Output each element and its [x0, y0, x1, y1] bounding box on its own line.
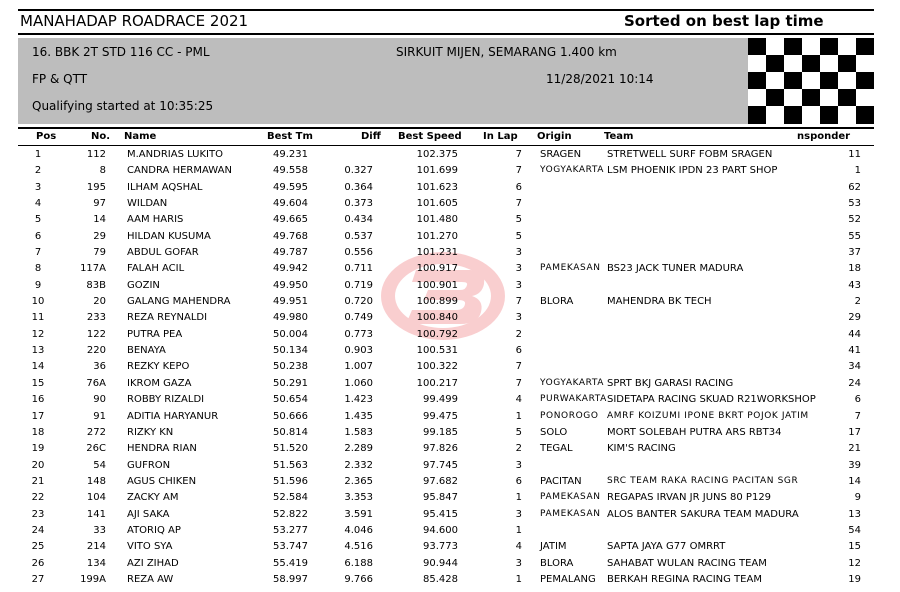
cell-resp: 2: [854, 296, 861, 308]
table-row: [0, 327, 900, 343]
cell-speed: 100.531: [416, 345, 458, 357]
cell-diff: 9.766: [344, 573, 373, 585]
event-title: MANAHADAP ROADRACE 2021: [20, 12, 249, 30]
cell-diff: 0.711: [344, 263, 373, 275]
cell-name: REZKY KEPO: [127, 361, 190, 373]
cell-name: REZA REYNALDI: [127, 312, 208, 324]
cell-lap: 3: [515, 508, 522, 520]
cell-speed: 95.847: [423, 492, 458, 504]
cell-pos: 18: [31, 426, 45, 438]
cell-pos: 12: [31, 328, 45, 340]
cell-speed: 93.773: [423, 541, 458, 553]
cell-resp: 29: [848, 312, 861, 324]
cell-no: 8: [99, 165, 106, 177]
cell-speed: 99.475: [423, 410, 458, 422]
col-header-best-speed: Best Speed: [398, 131, 462, 142]
cell-resp: 6: [854, 394, 861, 406]
cell-lap: 2: [515, 328, 522, 340]
cell-diff: 1.060: [344, 377, 373, 389]
cell-team: MAHENDRA BK TECH: [607, 296, 712, 308]
cell-origin: PURWAKARTA: [540, 394, 607, 405]
cell-origin: PACITAN: [540, 475, 582, 487]
table-row: [0, 180, 900, 196]
cell-pos: 5: [34, 214, 42, 226]
cell-no: 233: [86, 312, 106, 324]
cell-lap: 3: [515, 279, 522, 291]
cell-resp: 44: [848, 328, 861, 340]
cell-no: 90: [93, 394, 106, 406]
cell-best-tm: 49.942: [273, 263, 308, 275]
cell-team: BERKAH REGINA RACING TEAM: [607, 573, 762, 585]
cell-resp: 11: [848, 149, 861, 160]
cell-lap: 6: [515, 181, 522, 193]
cell-best-tm: 50.654: [273, 394, 308, 406]
cell-name: REZA AW: [127, 573, 174, 585]
cell-name: AJI SAKA: [127, 508, 170, 520]
cell-no: 122: [86, 328, 106, 340]
table-row: [0, 343, 900, 359]
col-header-diff: Diff: [361, 131, 381, 142]
cell-best-tm: 55.419: [273, 557, 308, 569]
cell-diff: 0.903: [344, 345, 373, 357]
cell-team: AMRF KOIZUMI IPONE BKRT POJOK JATIM: [607, 410, 809, 421]
cell-origin: PAMEKASAN: [540, 508, 601, 519]
cell-pos: 19: [31, 443, 45, 455]
table-row: [0, 409, 900, 425]
cell-pos: 26: [31, 557, 45, 569]
cell-resp: 19: [848, 573, 861, 585]
cell-lap: 1: [515, 524, 522, 536]
cell-speed: 90.944: [423, 557, 458, 569]
cell-best-tm: 51.563: [273, 459, 308, 471]
cell-lap: 7: [515, 165, 522, 177]
cell-best-tm: 49.980: [273, 312, 308, 324]
cell-diff: 0.373: [344, 198, 373, 210]
col-header-no: No.: [91, 131, 111, 142]
table-row: [0, 376, 900, 392]
cell-speed: 102.375: [416, 149, 458, 160]
cell-best-tm: 50.134: [273, 345, 308, 357]
cell-pos: 7: [34, 247, 42, 259]
cell-best-tm: 49.951: [273, 296, 308, 308]
cell-no: 272: [86, 426, 106, 438]
cell-diff: 3.591: [344, 508, 373, 520]
cell-pos: 4: [34, 198, 42, 210]
cell-team: BS23 JACK TUNER MADURA: [607, 263, 744, 275]
cell-team: REGAPAS IRVAN JR JUNS 80 P129: [607, 492, 772, 504]
cell-diff: 4.046: [344, 524, 373, 536]
col-header-name: Name: [124, 131, 157, 142]
cell-lap: 3: [515, 312, 522, 324]
session-datetime: 11/28/2021 10:14: [546, 72, 654, 86]
cell-best-tm: 49.768: [273, 230, 308, 242]
cell-lap: 3: [515, 557, 522, 569]
cell-resp: 41: [848, 345, 861, 357]
cell-resp: 12: [848, 557, 861, 569]
cell-diff: 2.289: [344, 443, 373, 455]
cell-no: 36: [93, 361, 106, 373]
cell-name: VITO SYA: [127, 541, 173, 553]
cell-team: SAHABAT WULAN RACING TEAM: [607, 557, 767, 569]
cell-name: GALANG MAHENDRA: [127, 296, 231, 308]
table-row: [0, 245, 900, 261]
cell-no: 20: [93, 296, 106, 308]
cell-pos: 27: [31, 573, 45, 585]
cell-no: 104: [86, 492, 106, 504]
cell-diff: 4.516: [344, 541, 373, 553]
cell-diff: 1.423: [344, 394, 373, 406]
cell-speed: 94.600: [423, 524, 458, 536]
cell-diff: 2.365: [344, 475, 373, 487]
cell-pos: 15: [31, 377, 45, 389]
circuit-name: SIRKUIT MIJEN, SEMARANG 1.400 km: [396, 45, 617, 59]
cell-lap: 7: [515, 377, 522, 389]
cell-lap: 2: [515, 443, 522, 455]
cell-resp: 21: [848, 443, 861, 455]
cell-origin: YOGYAKARTA: [540, 165, 605, 176]
cell-lap: 7: [515, 296, 522, 308]
cell-pos: 20: [31, 459, 45, 471]
cell-pos: 24: [31, 524, 45, 536]
sort-title: Sorted on best lap time: [624, 12, 824, 30]
cell-name: IKROM GAZA: [127, 377, 192, 389]
cell-no: 79: [93, 247, 106, 259]
cell-speed: 99.499: [423, 394, 458, 406]
cell-diff: 1.435: [344, 410, 373, 422]
cell-origin: SRAGEN: [540, 149, 582, 160]
cell-lap: 1: [515, 492, 522, 504]
cell-no: 26C: [86, 443, 106, 455]
qualifying-start: Qualifying started at 10:35:25: [32, 99, 214, 113]
cell-lap: 6: [515, 345, 522, 357]
cell-diff: 0.719: [344, 279, 373, 291]
cell-no: 214: [86, 541, 106, 553]
cell-diff: 0.327: [344, 165, 373, 177]
cell-origin: PEMALANG: [540, 573, 596, 585]
cell-best-tm: 49.604: [273, 198, 308, 210]
cell-name: CANDRA HERMAWAN: [127, 165, 232, 177]
cell-pos: 13: [31, 345, 45, 357]
cell-best-tm: 49.665: [273, 214, 308, 226]
cell-best-tm: 53.747: [273, 541, 308, 553]
cell-resp: 43: [848, 279, 861, 291]
cell-lap: 7: [515, 149, 522, 160]
cell-name: ATORIQ AP: [127, 524, 181, 536]
cell-lap: 3: [515, 247, 522, 259]
cell-best-tm: 50.291: [273, 377, 308, 389]
cell-origin: JATIM: [540, 541, 567, 553]
cell-name: ZACKY AM: [127, 492, 179, 504]
cell-speed: 100.792: [416, 328, 458, 340]
table-row: [0, 278, 900, 294]
cell-no: 112: [86, 149, 106, 160]
results-table: [0, 147, 900, 588]
col-header-team: Team: [604, 131, 634, 142]
cell-speed: 101.480: [416, 214, 458, 226]
cell-resp: 9: [854, 492, 861, 504]
cell-diff: 0.364: [344, 181, 373, 193]
table-row: [0, 261, 900, 277]
cell-origin: TEGAL: [540, 443, 573, 455]
cell-best-tm: 49.231: [273, 149, 308, 160]
cell-diff: 1.583: [344, 426, 373, 438]
cell-origin: PONOROGO: [540, 410, 599, 421]
cell-speed: 85.428: [423, 573, 458, 585]
cell-origin: PAMEKASAN: [540, 263, 601, 274]
cell-resp: 24: [848, 377, 861, 389]
table-row: [0, 163, 900, 179]
cell-resp: 52: [848, 214, 861, 226]
cell-name: AAM HARIS: [127, 214, 184, 226]
cell-speed: 101.270: [416, 230, 458, 242]
table-row: [0, 147, 900, 163]
cell-resp: 55: [848, 230, 861, 242]
cell-diff: 6.188: [344, 557, 373, 569]
cell-name: WILDAN: [127, 198, 168, 210]
cell-diff: 1.007: [344, 361, 373, 373]
cell-no: 54: [93, 459, 106, 471]
cell-best-tm: 52.822: [273, 508, 308, 520]
header-rule: [18, 127, 874, 129]
cell-speed: 97.745: [423, 459, 458, 471]
cell-team: SIDETAPA RACING SKUAD R21WORKSHOP: [607, 394, 816, 406]
cell-diff: 0.720: [344, 296, 373, 308]
cell-name: AZI ZIHAD: [127, 557, 179, 569]
cell-name: ROBBY RIZALDI: [127, 394, 205, 406]
cell-no: 76A: [86, 377, 106, 389]
cell-resp: 54: [848, 524, 861, 536]
cell-speed: 101.623: [416, 181, 458, 193]
table-row: [0, 507, 900, 523]
cell-best-tm: 50.238: [273, 361, 308, 373]
table-row: [0, 212, 900, 228]
cell-origin: PAMEKASAN: [540, 492, 601, 503]
class-name: 16. BBK 2T STD 116 CC - PML: [32, 45, 210, 59]
cell-resp: 17: [848, 426, 861, 438]
cell-no: 83B: [86, 279, 106, 291]
cell-best-tm: 49.950: [273, 279, 308, 291]
table-row: [0, 359, 900, 375]
top-rule: [18, 9, 874, 11]
cell-name: ADITIA HARYANUR: [127, 410, 219, 422]
cell-no: 97: [93, 198, 106, 210]
cell-no: 134: [86, 557, 106, 569]
table-row: [0, 425, 900, 441]
cell-lap: 4: [515, 541, 522, 553]
cell-no: 220: [86, 345, 106, 357]
cell-lap: 3: [515, 459, 522, 471]
cell-name: HENDRA RIAN: [127, 443, 197, 455]
table-row: [0, 310, 900, 326]
cell-no: 141: [86, 508, 106, 520]
cell-lap: 1: [515, 573, 522, 585]
title-rule: [18, 33, 874, 35]
table-row: [0, 196, 900, 212]
cell-diff: 0.749: [344, 312, 373, 324]
cell-team: LSM PHOENIK IPDN 23 PART SHOP: [607, 165, 778, 177]
cell-diff: 2.332: [344, 459, 373, 471]
cell-speed: 101.699: [416, 165, 458, 177]
cell-lap: 7: [515, 361, 522, 373]
cell-pos: 10: [31, 296, 45, 308]
cell-speed: 101.231: [416, 247, 458, 259]
session-name: FP & QTT: [32, 72, 88, 86]
cell-team: SRC TEAM RAKA RACING PACITAN SGR: [607, 475, 799, 486]
cell-speed: 100.217: [416, 377, 458, 389]
cell-best-tm: 53.277: [273, 524, 308, 536]
cell-name: PUTRA PEA: [127, 328, 183, 340]
cell-best-tm: 50.814: [273, 426, 308, 438]
cell-speed: 101.605: [416, 198, 458, 210]
cell-pos: 6: [34, 230, 42, 242]
cell-best-tm: 51.596: [273, 475, 308, 487]
cell-resp: 18: [848, 263, 861, 275]
cell-resp: 37: [848, 247, 861, 259]
cell-name: M.ANDRIAS LUKITO: [127, 149, 223, 160]
cell-pos: 1: [34, 149, 42, 160]
table-row: [0, 572, 900, 588]
cell-best-tm: 49.595: [273, 181, 308, 193]
cell-pos: 2: [34, 165, 42, 177]
cell-pos: 3: [34, 181, 42, 193]
cell-resp: 14: [848, 475, 861, 487]
cell-team: STRETWELL SURF FOBM SRAGEN: [607, 149, 773, 160]
cell-best-tm: 52.584: [273, 492, 308, 504]
cell-name: FALAH ACIL: [127, 263, 185, 275]
col-header-in-lap: In Lap: [483, 131, 518, 142]
cell-pos: 16: [31, 394, 45, 406]
cell-team: KIM'S RACING: [607, 443, 676, 455]
table-row: [0, 474, 900, 490]
cell-no: 33: [93, 524, 106, 536]
cell-resp: 53: [848, 198, 861, 210]
cell-team: MORT SOLEBAH PUTRA ARS RBT34: [607, 426, 782, 438]
cell-resp: 62: [848, 181, 861, 193]
cell-no: 195: [86, 181, 106, 193]
cell-best-tm: 49.558: [273, 165, 308, 177]
cell-best-tm: 51.520: [273, 443, 308, 455]
cell-speed: 97.826: [423, 443, 458, 455]
cell-no: 148: [86, 475, 106, 487]
table-row: [0, 539, 900, 555]
cell-origin: BLORA: [540, 557, 574, 569]
cell-pos: 8: [34, 263, 42, 275]
cell-speed: 100.899: [416, 296, 458, 308]
cell-speed: 99.185: [423, 426, 458, 438]
cell-diff: 0.537: [344, 230, 373, 242]
cell-best-tm: 58.997: [273, 573, 308, 585]
table-row: [0, 294, 900, 310]
cell-name: GUFRON: [127, 459, 171, 471]
cell-pos: 9: [34, 279, 42, 291]
col-header-pos: Pos: [36, 131, 57, 142]
cell-speed: 100.322: [416, 361, 458, 373]
cell-resp: 13: [848, 508, 861, 520]
cell-best-tm: 50.004: [273, 328, 308, 340]
cell-speed: 100.917: [416, 263, 458, 275]
cell-resp: 1: [854, 165, 861, 177]
table-row: [0, 441, 900, 457]
table-row: [0, 556, 900, 572]
cell-team: SAPTA JAYA G77 OMRRT: [607, 541, 726, 553]
cell-origin: SOLO: [540, 426, 568, 438]
cell-pos: 23: [31, 508, 45, 520]
cell-speed: 97.682: [423, 475, 458, 487]
cell-pos: 17: [31, 410, 45, 422]
cell-no: 14: [93, 214, 106, 226]
cell-diff: 3.353: [344, 492, 373, 504]
cell-team: SPRT BKJ GARASI RACING: [607, 377, 734, 389]
cell-resp: 39: [848, 459, 861, 471]
cell-best-tm: 50.666: [273, 410, 308, 422]
cell-diff: 0.434: [344, 214, 373, 226]
cell-pos: 25: [31, 541, 45, 553]
cell-speed: 95.415: [423, 508, 458, 520]
cell-lap: 1: [515, 410, 522, 422]
cell-no: 199A: [80, 573, 106, 585]
cell-diff: 0.773: [344, 328, 373, 340]
cell-pos: 14: [31, 361, 45, 373]
cell-name: BENAYA: [127, 345, 166, 357]
cell-lap: 7: [515, 198, 522, 210]
header-divider: [18, 145, 874, 146]
table-row: [0, 458, 900, 474]
cell-lap: 5: [515, 214, 522, 226]
cell-origin: YOGYAKARTA: [540, 377, 605, 388]
cell-no: 91: [93, 410, 106, 422]
cell-lap: 3: [515, 263, 522, 275]
session-info-panel: [18, 38, 874, 124]
table-row: [0, 523, 900, 539]
cell-name: GOZIN: [127, 279, 160, 291]
cell-pos: 22: [31, 492, 45, 504]
cell-lap: 5: [515, 230, 522, 242]
table-row: [0, 490, 900, 506]
cell-name: HILDAN KUSUMA: [127, 230, 211, 242]
cell-best-tm: 49.787: [273, 247, 308, 259]
cell-name: ABDUL GOFAR: [127, 247, 199, 259]
cell-team: ALOS BANTER SAKURA TEAM MADURA: [607, 508, 799, 520]
cell-name: ILHAM AQSHAL: [127, 181, 203, 193]
cell-resp: 15: [848, 541, 861, 553]
col-header-origin: Origin: [537, 131, 572, 142]
cell-origin: BLORA: [540, 296, 574, 308]
cell-diff: 0.556: [344, 247, 373, 259]
table-row: [0, 392, 900, 408]
cell-pos: 21: [31, 475, 45, 487]
col-header-best-tm: Best Tm: [267, 131, 313, 142]
cell-lap: 6: [515, 475, 522, 487]
cell-speed: 100.840: [416, 312, 458, 324]
cell-no: 29: [93, 230, 106, 242]
cell-name: AGUS CHIKEN: [127, 475, 197, 487]
cell-resp: 34: [848, 361, 861, 373]
cell-speed: 100.901: [416, 279, 458, 291]
cell-lap: 5: [515, 426, 522, 438]
cell-pos: 11: [31, 312, 45, 324]
cell-name: RIZKY KN: [127, 426, 174, 438]
cell-lap: 4: [515, 394, 522, 406]
cell-resp: 7: [854, 410, 861, 422]
table-row: [0, 229, 900, 245]
checkered-flag-icon: [748, 38, 874, 124]
cell-no: 117A: [80, 263, 106, 275]
col-header-transponder: nsponder: [797, 131, 851, 142]
